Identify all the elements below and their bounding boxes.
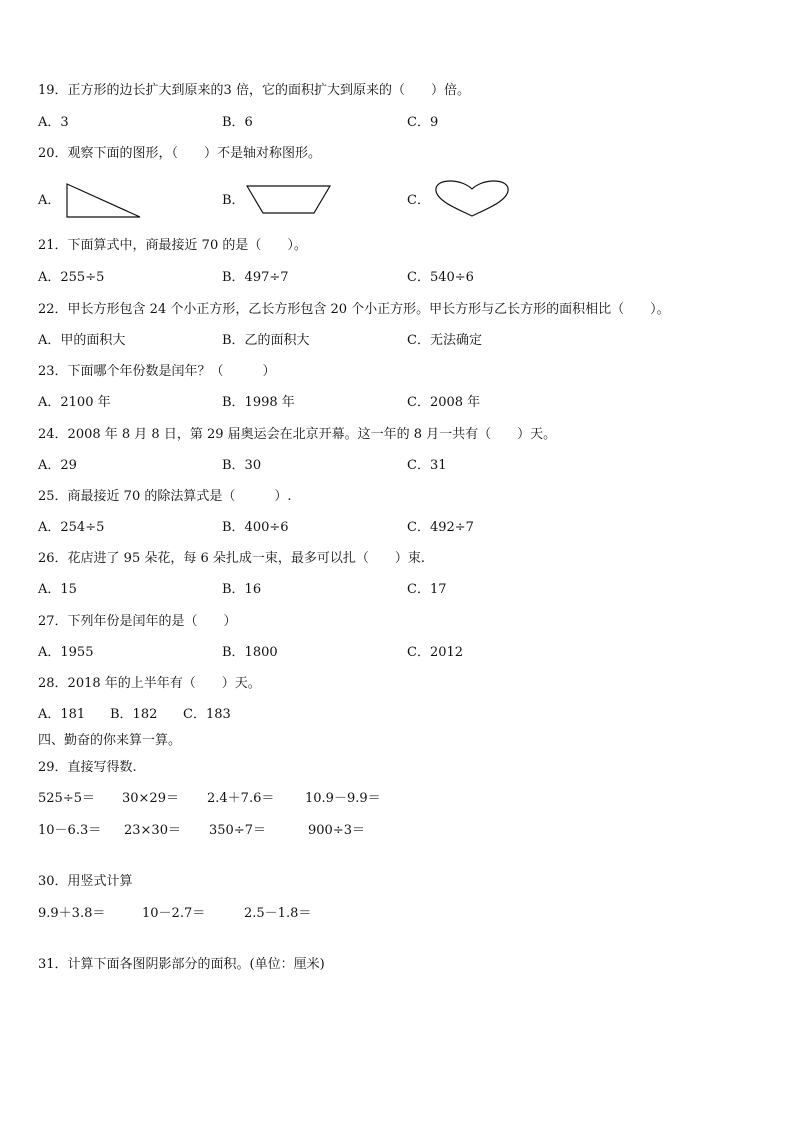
q24-option-c: C．31 <box>407 458 447 473</box>
question-27: 27．下列年份是闰年的是（ ） <box>38 614 237 629</box>
q19-option-b: B．6 <box>222 115 253 130</box>
q29-item: 350÷7＝ <box>209 823 266 838</box>
question-28: 28．2018 年的上半年有（ ）天。 <box>38 676 261 691</box>
question-26: 26．花店进了 95 朵花，每 6 朵扎成一束，最多可以扎（ ）束. <box>38 551 426 566</box>
q24-option-b: B．30 <box>222 458 262 473</box>
q25-option-a: A．254÷5 <box>38 520 105 535</box>
q27-option-a: A．1955 <box>38 645 94 660</box>
q29-item: 900÷3＝ <box>308 823 365 838</box>
q22-option-b: B．乙的面积大 <box>222 333 310 348</box>
q19-option-a: A．3 <box>38 115 69 130</box>
q19-option-c: C．9 <box>407 115 439 130</box>
q20-option-b: B． <box>222 193 245 208</box>
q26-option-a: A．15 <box>38 582 77 597</box>
q29-item: 10－6.3＝ <box>38 823 102 838</box>
question-29: 29．直接写得数. <box>38 760 137 775</box>
q22-option-a: A．甲的面积大 <box>38 333 126 348</box>
question-22: 22．甲长方形包含 24 个小正方形，乙长方形包含 20 个小正方形。甲长方形与乙长方形的面积相比（ ）。 <box>38 302 670 317</box>
q20-option-a: A． <box>38 193 61 208</box>
trapezoid-shape <box>246 185 332 215</box>
q30-item: 2.5－1.8＝ <box>244 906 312 921</box>
q21-option-c: C．540÷6 <box>407 270 474 285</box>
q25-option-c: C．492÷7 <box>407 520 474 535</box>
q29-item: 23×30＝ <box>124 823 181 838</box>
question-30: 30．用竖式计算 <box>38 874 133 889</box>
q22-option-c: C．无法确定 <box>407 333 482 348</box>
section-4-title: 四、勤奋的你来算一算。 <box>38 733 182 748</box>
q27-option-b: B．1800 <box>222 645 278 660</box>
q29-item: 10.9－9.9＝ <box>305 791 381 806</box>
q30-item: 9.9＋3.8＝ <box>38 906 106 921</box>
q20-option-c: C． <box>407 193 430 208</box>
q30-item: 10－2.7＝ <box>142 906 206 921</box>
q23-option-b: B．1998 年 <box>222 395 295 410</box>
q27-option-c: C．2012 <box>407 645 464 660</box>
q28-option-c: C．183 <box>183 707 231 722</box>
question-20: 20．观察下面的图形，（ ）不是轴对称图形。 <box>38 146 322 161</box>
question-24: 24．2008 年 8 月 8 日，第 29 届奥运会在北京开幕。这一年的 8 月一共有（ ）天。 <box>38 427 557 442</box>
q29-item: 2.4＋7.6＝ <box>207 791 275 806</box>
question-19: 19．正方形的边长扩大到原来的3 倍，它的面积扩大到原来的（ ）倍。 <box>38 83 470 98</box>
question-25: 25．商最接近 70 的除法算式是（ ）. <box>38 489 292 504</box>
q21-option-a: A．255÷5 <box>38 270 105 285</box>
q24-option-a: A．29 <box>38 458 77 473</box>
q28-option-b: B．182 <box>110 707 158 722</box>
right-triangle-shape <box>66 183 144 219</box>
q29-item: 30×29＝ <box>122 791 179 806</box>
q26-option-b: B．16 <box>222 582 262 597</box>
q23-option-a: A．2100 年 <box>38 395 111 410</box>
heart-shape <box>434 180 510 218</box>
q29-item: 525÷5＝ <box>38 791 95 806</box>
q25-option-b: B．400÷6 <box>222 520 289 535</box>
q23-option-c: C．2008 年 <box>407 395 481 410</box>
question-23: 23．下面哪个年份数是闰年？（ ） <box>38 364 276 379</box>
question-31: 31．计算下面各图阴影部分的面积。(单位：厘米) <box>38 957 325 972</box>
question-21: 21．下面算式中，商最接近 70 的是（ ）。 <box>38 238 307 253</box>
q28-option-a: A．181 <box>38 707 86 722</box>
q26-option-c: C．17 <box>407 582 447 597</box>
q21-option-b: B．497÷7 <box>222 270 289 285</box>
